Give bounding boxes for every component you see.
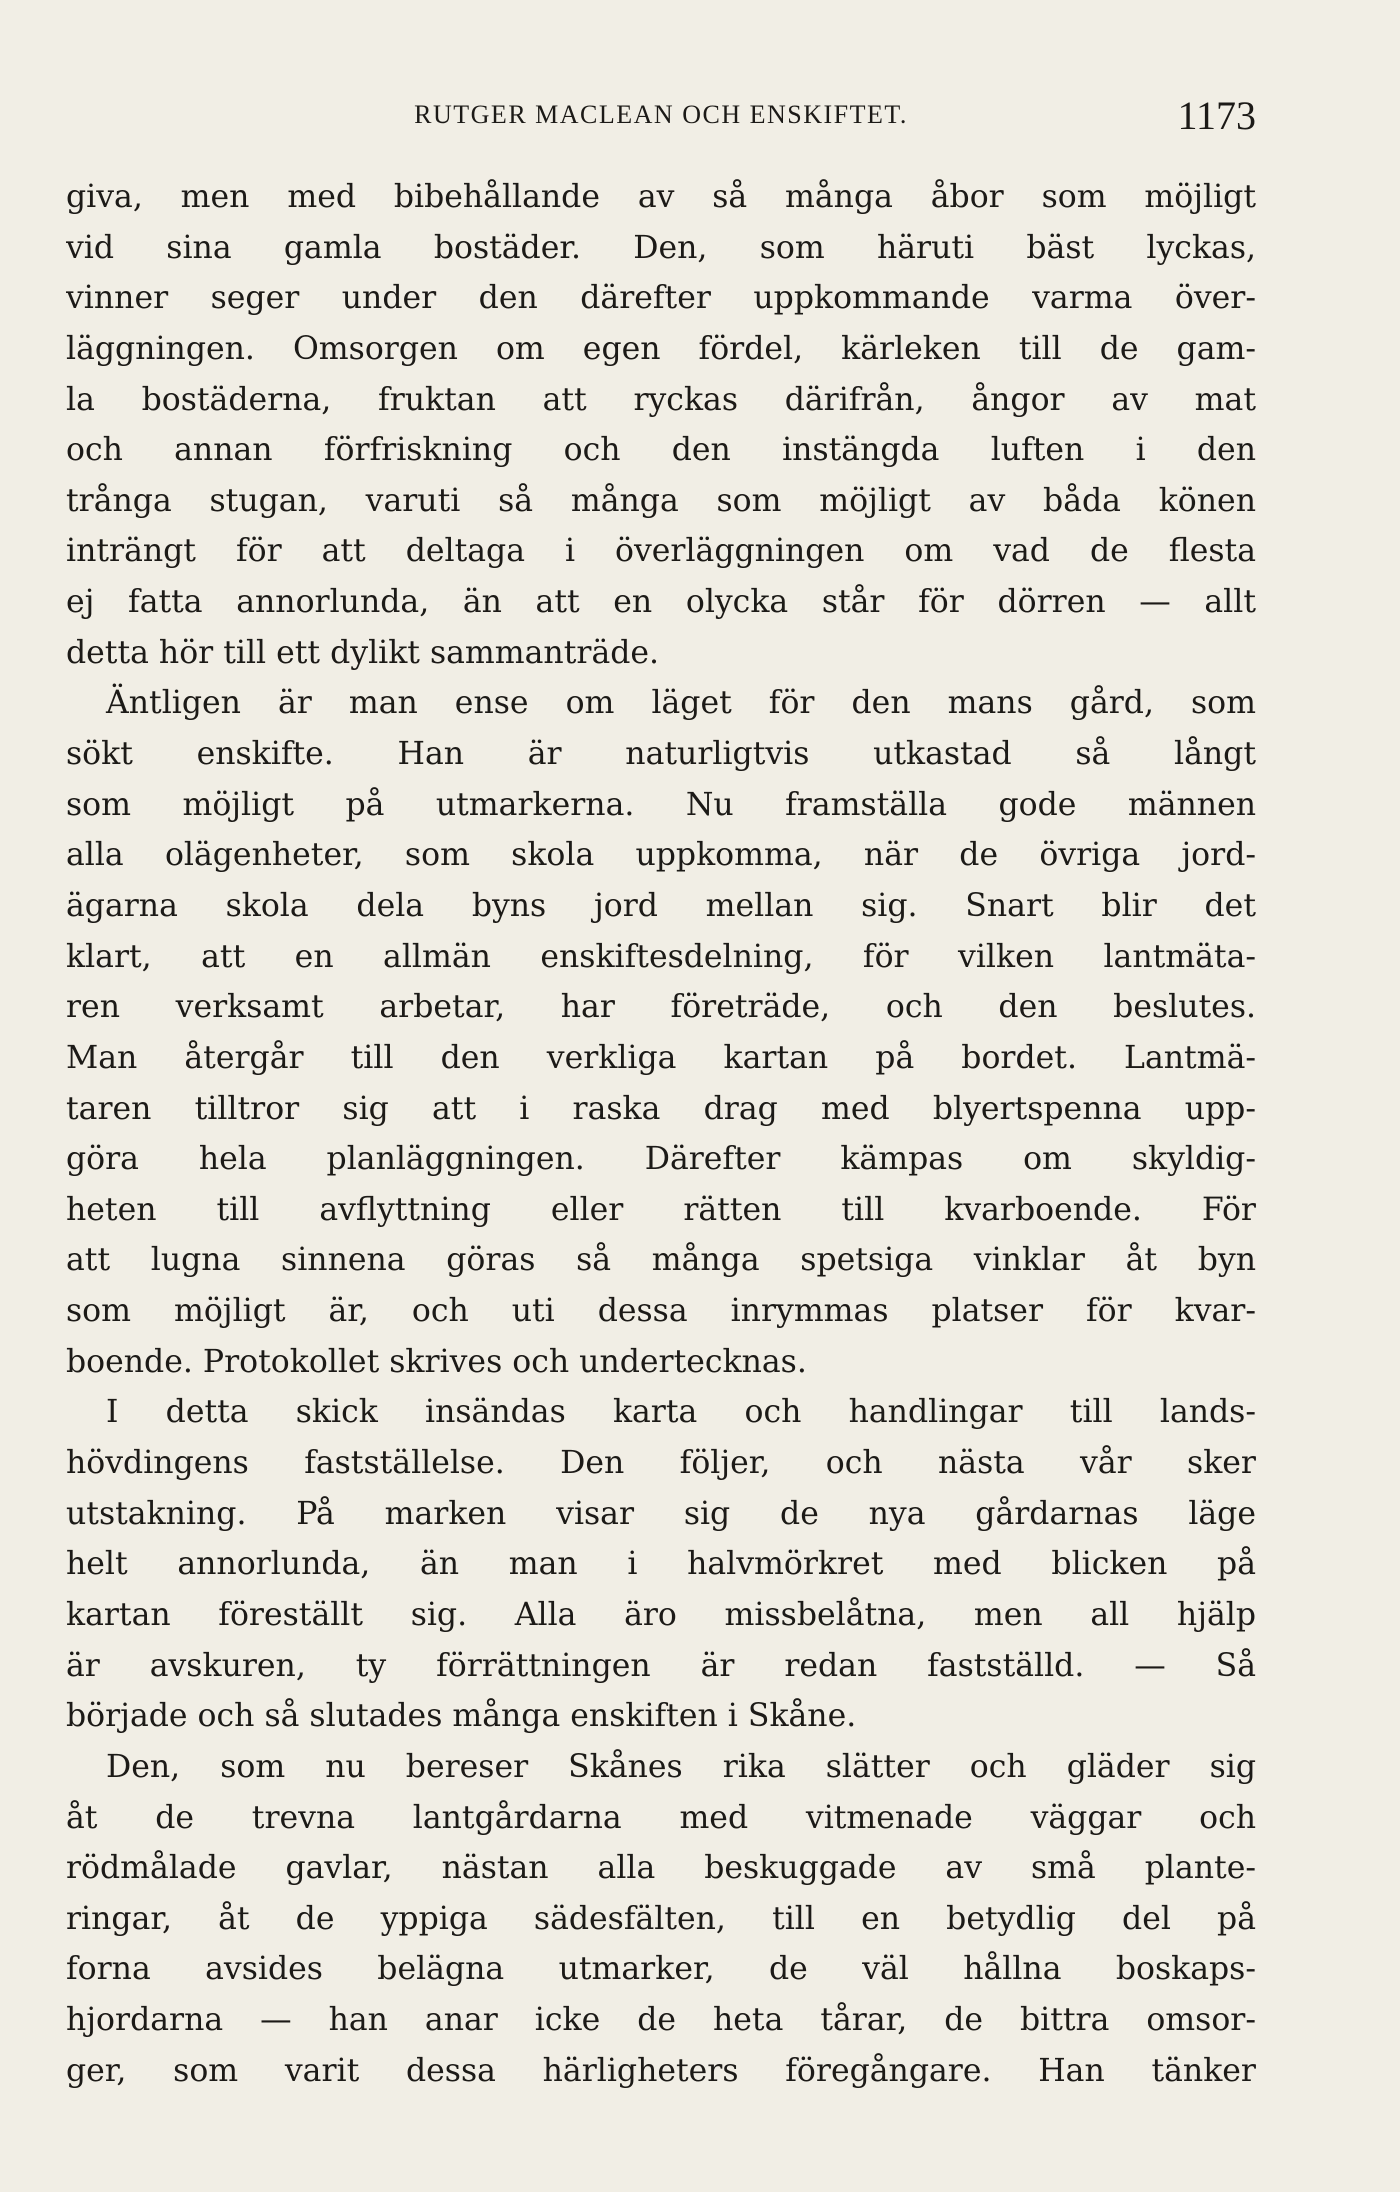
text-line: forna avsides belägna utmarker, de väl hållna boskaps- xyxy=(66,1951,1256,1988)
text-line: är avskuren, ty förrättningen är redan fastställd. — Så xyxy=(66,1647,1256,1684)
page-number: 1173 xyxy=(1177,93,1256,138)
text-line: hövdingens fastställelse. Den följer, och nästa vår sker xyxy=(66,1445,1256,1482)
text-line: ren verksamt arbetar, har företräde, och den beslutes. xyxy=(66,989,1256,1026)
text-line: sökt enskifte. Han är naturligtvis utkastad så långt xyxy=(66,736,1256,773)
text-line: klart, att en allmän enskiftesdelning, för vilken lantmäta- xyxy=(66,938,1256,975)
text-line: åt de trevna lantgårdarna med vitmenade väggar och xyxy=(66,1799,1256,1836)
running-title: RUTGER MACLEAN OCH ENSKIFTET. xyxy=(414,100,908,129)
text-line: göra hela planläggningen. Därefter kämpas om skyldig- xyxy=(66,1141,1256,1178)
text-line: började och så slutades många enskiften i Skåne. xyxy=(66,1698,857,1735)
text-line: vid sina gamla bostäder. Den, som häruti bäst lyckas, xyxy=(66,229,1256,266)
text-line: Den, som nu bereser Skånes rika slätter och gläder sig xyxy=(106,1748,1256,1785)
text-line: kartan föreställt sig. Alla äro missbelåtna, men all hjälp xyxy=(66,1596,1256,1633)
text-line: som möjligt är, och uti dessa inrymmas platser för kvar- xyxy=(66,1293,1256,1330)
text-line: inträngt för att deltaga i överläggningen om vad de flesta xyxy=(66,533,1256,570)
text-line: detta hör till ett dylikt sammanträde. xyxy=(66,634,660,671)
text-line: ringar, åt de yppiga sädesfälten, till en betydlig del på xyxy=(66,1900,1256,1937)
text-line: taren tilltror sig att i raska drag med blyertspenna upp- xyxy=(66,1090,1256,1127)
text-line: alla olägenheter, som skola uppkomma, när de övriga jord- xyxy=(66,837,1256,874)
running-head xyxy=(66,92,1256,142)
text-line: ger, som varit dessa härligheters föregångare. Han tänker xyxy=(66,2052,1256,2089)
text-line: ägarna skola dela byns jord mellan sig. Snart blir det xyxy=(66,887,1256,924)
text-line: helt annorlunda, än man i halvmörkret med blicken på xyxy=(66,1546,1256,1583)
text-line: giva, men med bibehållande av så många åbor som möjligt xyxy=(66,179,1256,215)
text-line: trånga stugan, varuti så många som möjligt av båda könen xyxy=(66,482,1256,519)
text-line: att lugna sinnena göras så många spetsiga vinklar åt byn xyxy=(66,1242,1256,1279)
text-line: vinner seger under den därefter uppkommande varma över- xyxy=(66,280,1256,317)
text-line: läggningen. Omsorgen om egen fördel, kärleken till de gam- xyxy=(66,330,1256,367)
text-line: la bostäderna, fruktan att ryckas därifrån, ångor av mat xyxy=(66,381,1256,418)
text-line: utstakning. På marken visar sig de nya gårdarnas läge xyxy=(66,1495,1256,1532)
text-line: rödmålade gavlar, nästan alla beskuggade av små plante- xyxy=(66,1850,1256,1887)
text-line: heten till avflyttning eller rätten till kvarboende. För xyxy=(66,1191,1256,1228)
body-text xyxy=(66,172,1256,2096)
text-line: som möjligt på utmarkerna. Nu framställa gode männen xyxy=(66,786,1256,823)
text-line: boende. Protokollet skrives och undertecknas. xyxy=(66,1343,807,1380)
text-line: Äntligen är man ense om läget för den mans gård, som xyxy=(106,685,1256,722)
text-line: ej fatta annorlunda, än att en olycka står för dörren — allt xyxy=(66,584,1256,621)
text-line: I detta skick insändas karta och handlingar till lands- xyxy=(106,1394,1256,1431)
text-line: Man återgår till den verkliga kartan på bordet. Lantmä- xyxy=(66,1039,1256,1076)
text-line: och annan förfriskning och den instängda luften i den xyxy=(66,432,1256,469)
text-line: hjordarna — han anar icke de heta tårar, de bittra omsor- xyxy=(66,2002,1256,2039)
